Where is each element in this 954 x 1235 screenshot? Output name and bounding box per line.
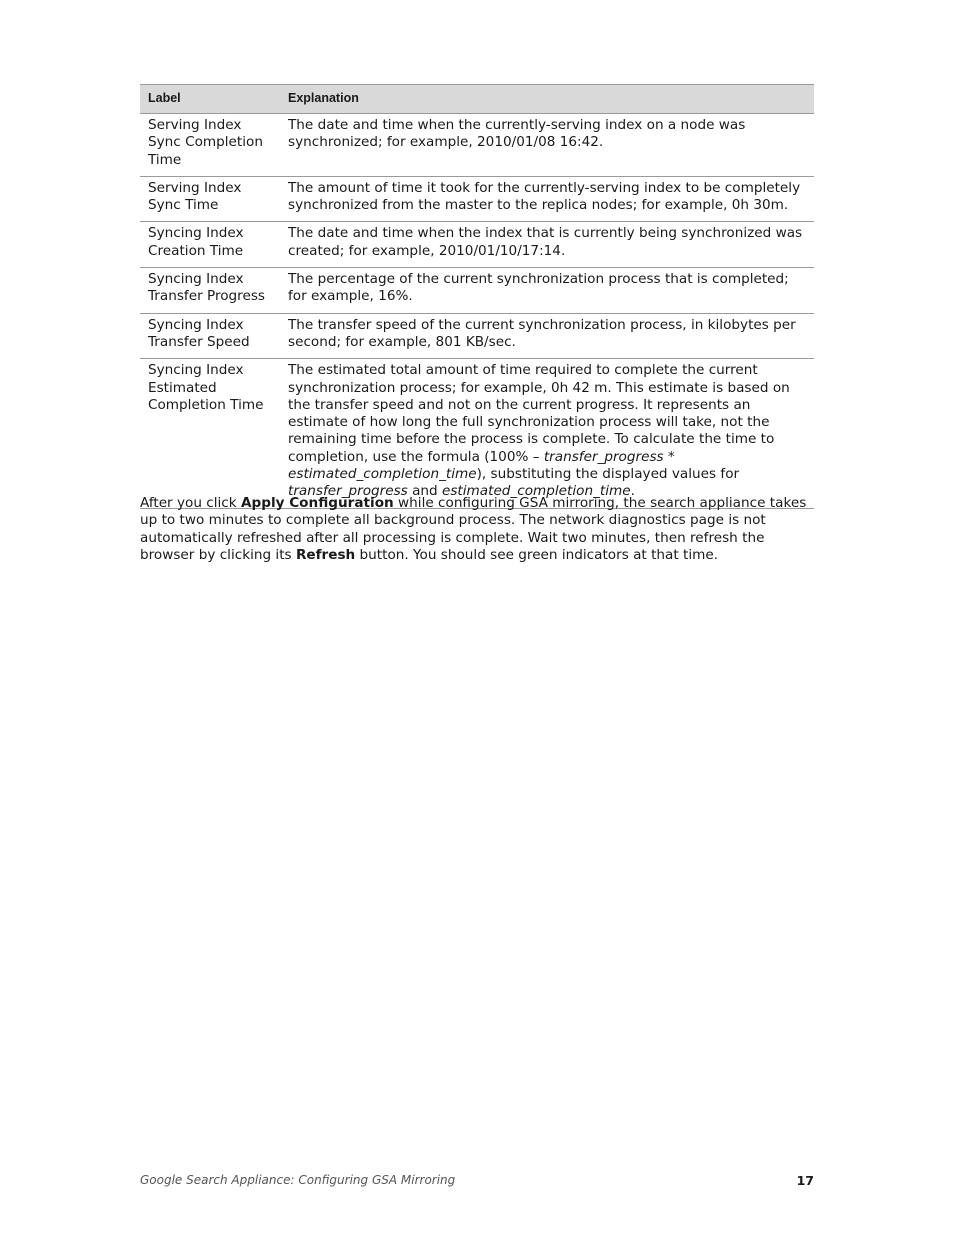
paragraph-text: button. You should see green indicators at that time. [355,546,719,563]
explanation-text: . [630,483,635,500]
refresh-term: Refresh [295,546,356,563]
table-row [140,313,814,359]
row-explanation: The transfer speed of the current synchronization process, in kilobytes per second; for example, 801 KB/sec. [280,313,814,359]
row-label: Serving Index Sync Completion Time [140,114,280,177]
explanation-text: The estimated total amount of time required to complete the current synchronization process; for example, 0h 42 m. This estimate is based on the transfer speed and not on the current progress. It represents an estimate of how long the full synchronization process will take, not the remaining time before the process is complete. To calculate the time to completion, use the formula (100% – [288,362,790,465]
row-label: Syncing Index Transfer Speed [140,313,280,359]
row-label: Serving Index Sync Time [140,176,280,222]
variable-transfer-progress: transfer_progress [543,448,664,465]
row-explanation: The date and time when the currently-serving index on a node was synchronized; for example, 2010/01/08 16:42. [280,114,814,177]
column-header-explanation: Explanation [280,85,814,114]
row-explanation: The percentage of the current synchronization process that is completed; for example, 16%. [280,268,814,314]
table-row [140,114,814,177]
body-paragraph [140,495,814,564]
table-row [140,222,814,268]
explanation-text: * [663,448,675,465]
table-row [140,359,814,508]
row-label: Syncing Index Transfer Progress [140,268,280,314]
footer-document-title: Google Search Appliance: Configuring GSA Mirroring [140,1173,456,1187]
variable-transfer-progress: transfer_progress [288,483,408,500]
footer-page-number: 17 [796,1173,814,1188]
paragraph-text: while configuring GSA mirroring, the search appliance takes up to two minutes to complete all background process. The network diagnostics page is not automatically refreshed after all processing is complete. Wait two minutes, then refresh the browser by clicking its [140,495,807,563]
row-explanation: The date and time when the index that is currently being synchronized was created; for example, 2010/01/10/17:14. [280,222,814,268]
row-explanation: The amount of time it took for the currently-serving index to be completely synchronized from the master to the replica nodes; for example, 0h 30m. [280,176,814,222]
variable-estimated-completion-time: estimated_completion_time [441,483,631,500]
explanation-text: and [407,483,442,500]
index-sync-table [140,84,814,509]
apply-configuration-term: Apply Configuration [240,495,394,511]
row-explanation [280,359,814,508]
column-header-label: Label [140,85,280,114]
paragraph-text: After you click [140,495,241,511]
variable-estimated-completion-time: estimated_completion_time [288,466,477,483]
row-label: Syncing Index Estimated Completion Time [140,359,280,508]
row-label: Syncing Index Creation Time [140,222,280,268]
explanation-text: ), substituting the displayed values for [476,466,740,483]
table-header-row [140,85,814,114]
table-row [140,176,814,222]
table-row [140,268,814,314]
